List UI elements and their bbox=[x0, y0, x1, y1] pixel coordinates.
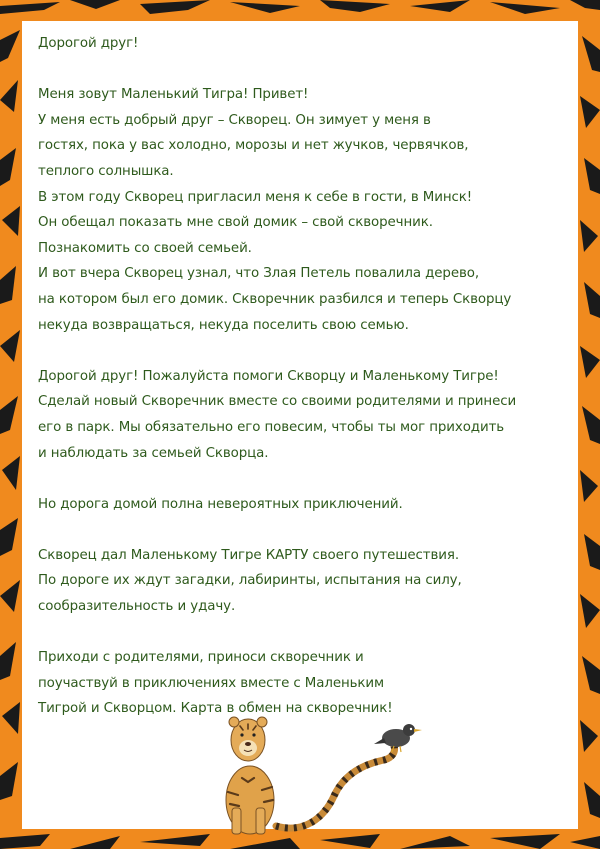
letter-line: и наблюдать за семьей Скворца. bbox=[38, 445, 269, 461]
letter-line: поучаствуй в приключениях вместе с Маленьким bbox=[38, 675, 384, 691]
letter-line: Скворец дал Маленькому Тигре КАРТУ своего путешествия. bbox=[38, 547, 459, 563]
letter-line: Дорогой друг! Пожалуйста помоги Скворцу и Маленькому Тигре! bbox=[38, 368, 499, 384]
letter-line: теплого солнышка. bbox=[38, 163, 174, 179]
letter-line: гостях, пока у вас холодно, морозы и нет жучков, червячков, bbox=[38, 138, 469, 154]
tiger-and-starling-illustration bbox=[214, 708, 444, 838]
letter-line: Он обещал показать мне свой домик – свой скворечник. bbox=[38, 215, 433, 231]
letter-line: его в парк. Мы обязательно его повесим, чтобы ты мог приходить bbox=[38, 419, 505, 435]
letter-line: Меня зовут Маленький Тигра! Привет! bbox=[38, 87, 309, 103]
letter-line: Тигрой и Скворцом. Карта в обмен на скворечник! bbox=[38, 701, 393, 717]
letter-line: сообразительность и удачу. bbox=[38, 599, 236, 615]
paragraph-4 bbox=[38, 543, 538, 620]
greeting: Дорогой друг! bbox=[38, 36, 139, 51]
starling-image bbox=[374, 724, 422, 752]
letter-line: По дороге их ждут загадки, лабиринты, испытания на силу, bbox=[38, 573, 462, 589]
paragraph-1 bbox=[38, 82, 538, 338]
letter-line: Сделай новый Скворечник вместе со своими родителями и принеси bbox=[38, 394, 517, 410]
letter-line: Познакомить со своей семьей. bbox=[38, 240, 252, 256]
paragraph-2 bbox=[38, 364, 538, 466]
letter-line: Приходи с родителями, приноси скворечник и bbox=[38, 650, 364, 666]
letter-body bbox=[38, 31, 538, 722]
letter-line: Но дорога домой полна невероятных приключений. bbox=[38, 496, 403, 512]
letter-line: В этом году Скворец пригласил меня к себе в гости, в Минск! bbox=[38, 189, 473, 205]
letter-line: И вот вчера Скворец узнал, что Злая Петель повалила дерево, bbox=[38, 266, 480, 282]
letter-line: на котором был его домик. Скворечник разбился и теперь Скворцу bbox=[38, 291, 512, 307]
tiger-image bbox=[226, 717, 395, 834]
letter-line: некуда возвращаться, некуда поселить свою семью. bbox=[38, 317, 409, 333]
paragraph-3 bbox=[38, 492, 538, 518]
letter-line: У меня есть добрый друг – Скворец. Он зимует у меня в bbox=[38, 112, 431, 128]
